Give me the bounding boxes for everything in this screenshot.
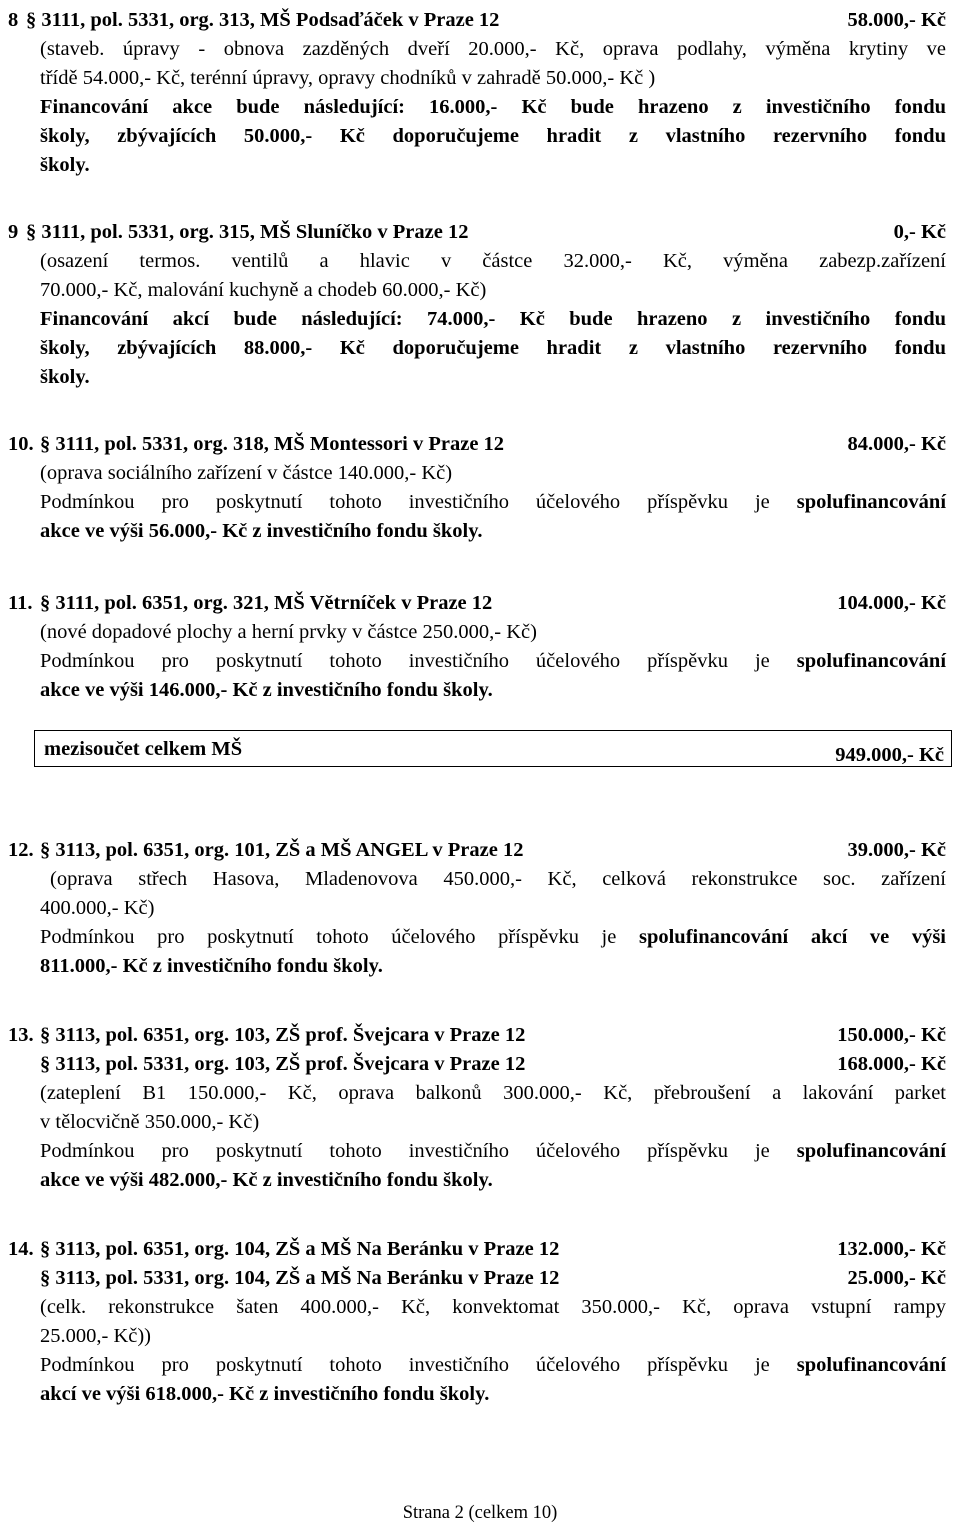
item-header-text: § 3111, pol. 5331, org. 318, MŠ Montessori v Praze 12 bbox=[40, 433, 505, 455]
item-condition: Podmínkou pro poskytnutí tohoto investičního účelového příspěvku je spolufinancování bbox=[40, 1140, 947, 1162]
item-detail: (oprava střech Hasova, Mladenovova 450.000,- Kč, celková rekonstrukce soc. zařízení bbox=[50, 868, 946, 890]
item-amount: 150.000,- Kč bbox=[837, 1024, 946, 1046]
item-condition-last: 811.000,- Kč z investičního fondu školy. bbox=[40, 955, 383, 977]
item-header-text: § 3113, pol. 6351, org. 101, ZŠ a MŠ ANGEL v Praze 12 bbox=[40, 839, 524, 861]
item-header-text: § 3111, pol. 6351, org. 321, MŠ Větrníček v Praze 12 bbox=[40, 592, 493, 614]
item-number: 10. bbox=[8, 433, 34, 455]
item-amount: 104.000,- Kč bbox=[837, 592, 946, 614]
item-detail: 70.000,- Kč, malování kuchyně a chodeb 60.000,- Kč) bbox=[40, 279, 487, 301]
item-detail: 25.000,- Kč)) bbox=[40, 1325, 152, 1347]
item-number: 14. bbox=[8, 1238, 34, 1260]
item-amount: 25.000,- Kč bbox=[847, 1267, 946, 1289]
item-detail: 400.000,- Kč) bbox=[40, 897, 155, 919]
item-11-header bbox=[0, 589, 960, 618]
item-8-header bbox=[0, 6, 960, 35]
item-detail: (zateplení B1 150.000,- Kč, oprava balkonů 300.000,- Kč, přebroušení a lakování parket bbox=[40, 1082, 946, 1104]
item-detail: (staveb. úpravy - obnova zazděných dveří 20.000,- Kč, oprava podlahy, výměna krytiny ve bbox=[40, 38, 946, 60]
item-amount: 168.000,- Kč bbox=[837, 1053, 946, 1075]
item-9-header bbox=[0, 218, 960, 247]
item-amount: 0,- Kč bbox=[893, 221, 946, 243]
item-13-header bbox=[0, 1021, 960, 1050]
item-note: školy, zbývajících 50.000,- Kč doporučujeme hradit z vlastního rezervního fondu bbox=[40, 125, 946, 147]
item-detail: (celk. rekonstrukce šaten 400.000,- Kč, konvektomat 350.000,- Kč, oprava vstupní rampy bbox=[40, 1296, 946, 1318]
item-header-text: § 3111, pol. 5331, org. 315, MŠ Sluníčko v Praze 12 bbox=[26, 221, 469, 243]
item-note: Financování akcí bude následující: 74.000,- Kč bude hrazeno z investičního fondu bbox=[40, 308, 946, 330]
item-number: 13. bbox=[8, 1024, 34, 1046]
item-14-header-2 bbox=[0, 1264, 960, 1293]
item-condition: Podmínkou pro poskytnutí tohoto investičního účelového příspěvku je spolufinancování bbox=[40, 1354, 947, 1376]
subtotal-label: mezisoučet celkem MŠ bbox=[44, 738, 243, 760]
item-detail: (nové dopadové plochy a herní prvky v částce 250.000,- Kč) bbox=[40, 621, 537, 643]
item-amount: 58.000,- Kč bbox=[847, 9, 946, 31]
item-12-header bbox=[0, 836, 960, 865]
item-amount: 84.000,- Kč bbox=[847, 433, 946, 455]
item-detail: (osazení termos. ventilů a hlavic v částce 32.000,- Kč, výměna zabezp.zařízení bbox=[40, 250, 946, 272]
item-detail: (oprava sociálního zařízení v částce 140.000,- Kč) bbox=[40, 462, 453, 484]
item-condition: Podmínkou pro poskytnutí tohoto investičního účelového příspěvku je spolufinancování bbox=[40, 491, 947, 513]
item-number: 9 bbox=[8, 221, 19, 243]
item-14-header bbox=[0, 1235, 960, 1264]
item-header-text: § 3113, pol. 5331, org. 103, ZŠ prof. Švejcara v Praze 12 bbox=[40, 1053, 526, 1075]
item-detail: třídě 54.000,- Kč, terénní úpravy, opravy chodníků v zahradě 50.000,- Kč ) bbox=[40, 67, 656, 89]
item-condition-last: akce ve výši 56.000,- Kč z investičního fondu školy. bbox=[40, 520, 483, 542]
item-13-header-2 bbox=[0, 1050, 960, 1079]
item-amount: 132.000,- Kč bbox=[837, 1238, 946, 1260]
item-header-text: § 3113, pol. 6351, org. 103, ZŠ prof. Švejcara v Praze 12 bbox=[40, 1024, 526, 1046]
subtotal-box bbox=[34, 730, 952, 767]
item-note: školy, zbývajících 88.000,- Kč doporučujeme hradit z vlastního rezervního fondu bbox=[40, 337, 946, 359]
item-10-header bbox=[0, 430, 960, 459]
item-note: Financování akce bude následující: 16.000,- Kč bude hrazeno z investičního fondu bbox=[40, 96, 946, 118]
subtotal-amount: 949.000,- Kč bbox=[835, 744, 944, 766]
item-condition: Podmínkou pro poskytnutí tohoto účelového příspěvku je spolufinancování akcí ve výši bbox=[40, 926, 947, 948]
item-amount: 39.000,- Kč bbox=[847, 839, 946, 861]
page-footer: Strana 2 (celkem 10) bbox=[402, 1503, 558, 1523]
item-number: 8 bbox=[8, 9, 19, 31]
item-condition-last: akce ve výši 482.000,- Kč z investičního fondu školy. bbox=[40, 1169, 493, 1191]
item-number: 12. bbox=[8, 839, 34, 861]
item-number: 11. bbox=[8, 592, 33, 614]
item-condition-last: akce ve výši 146.000,- Kč z investičního fondu školy. bbox=[40, 679, 493, 701]
item-header-text: § 3113, pol. 6351, org. 104, ZŠ a MŠ Na Beránku v Praze 12 bbox=[40, 1238, 560, 1260]
item-header-text: § 3111, pol. 5331, org. 313, MŠ Podsaďáček v Praze 12 bbox=[26, 9, 500, 31]
item-detail: v tělocvičně 350.000,- Kč) bbox=[40, 1111, 260, 1133]
item-condition: Podmínkou pro poskytnutí tohoto investičního účelového příspěvku je spolufinancování bbox=[40, 650, 947, 672]
item-condition-last: akcí ve výši 618.000,- Kč z investičního fondu školy. bbox=[40, 1383, 490, 1405]
item-header-text: § 3113, pol. 5331, org. 104, ZŠ a MŠ Na Beránku v Praze 12 bbox=[40, 1267, 560, 1289]
item-note: školy. bbox=[40, 366, 90, 388]
item-note: školy. bbox=[40, 154, 90, 176]
